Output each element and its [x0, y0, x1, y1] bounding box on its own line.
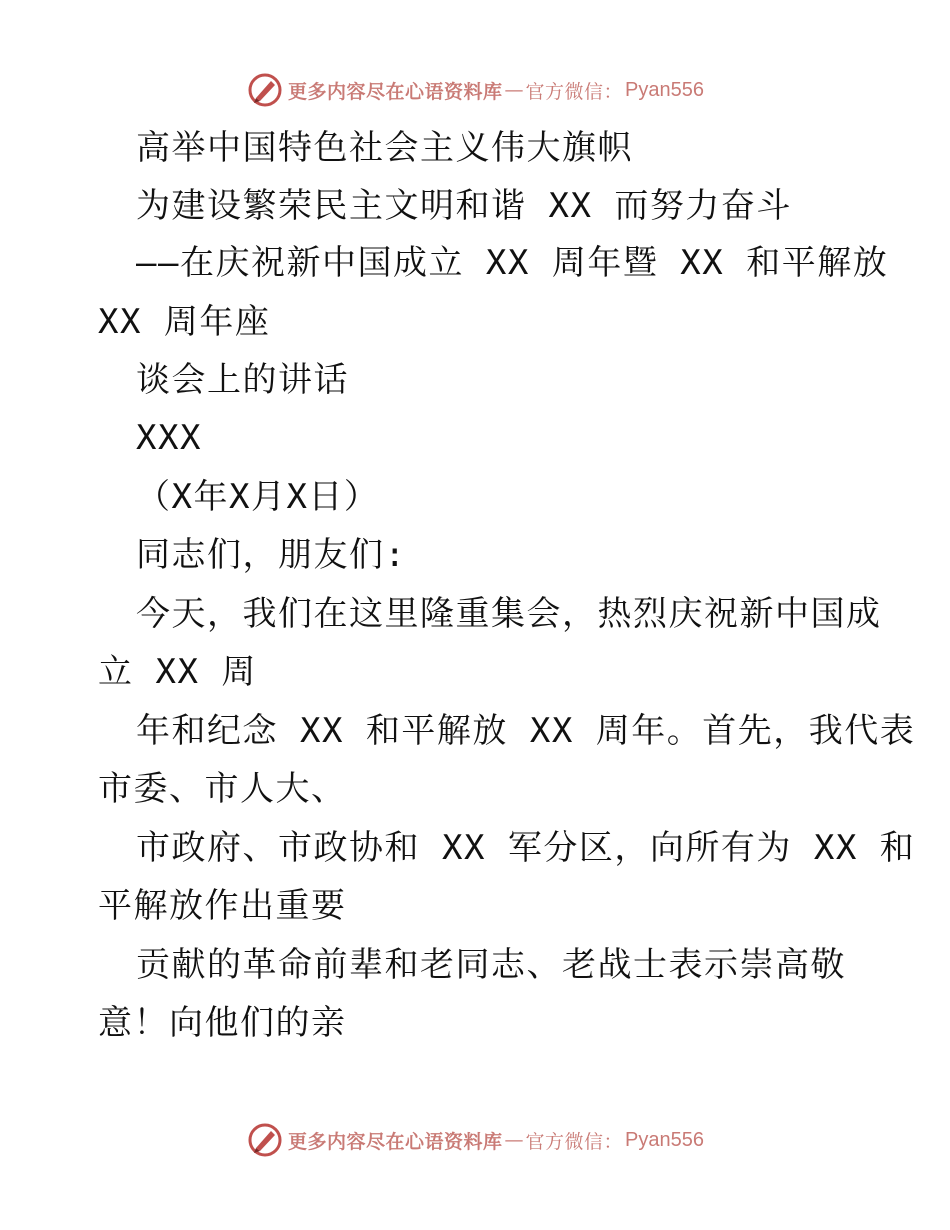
footer-watermark [0, 1118, 950, 1162]
watermark-wechat-label: 官方微信： [525, 1130, 624, 1153]
subtitle-line-2: XX 周年座 [98, 302, 271, 342]
paragraph-line: 市政府、市政协和 XX 军分区，向所有为 XX 和 [136, 828, 916, 868]
watermark-lead-text: 更多内容尽在心语资料库 [288, 1130, 503, 1153]
paragraph-line: 年和纪念 XX 和平解放 XX 周年。首先，我代表 [136, 711, 916, 751]
paragraph-line: 贡献的革命前辈和老同志、老战士表示崇高敬 [136, 945, 846, 985]
subtitle-line-3: 谈会上的讲话 [136, 360, 349, 400]
paragraph-line: 今天，我们在这里隆重集会，热烈庆祝新中国成 [136, 594, 882, 634]
watermark-wechat-id: Pyan556 [625, 78, 704, 101]
watermark-dash: — [504, 79, 524, 101]
paragraph-line: 立 XX 周 [98, 652, 257, 692]
red-pen-emblem-icon [246, 1121, 284, 1159]
speech-date: （X年X月X日） [136, 477, 380, 517]
salutation: 同志们，朋友们: [136, 535, 407, 575]
paragraph-line: 平解放作出重要 [98, 886, 347, 926]
paragraph-line: 市委、市人大、 [98, 769, 347, 809]
title-line-1: 高举中国特色社会主义伟大旗帜 [136, 128, 633, 168]
watermark-dash: — [504, 1129, 524, 1151]
watermark-lead-text: 更多内容尽在心语资料库 [288, 80, 503, 103]
watermark-wechat-id: Pyan556 [625, 1128, 704, 1151]
title-line-2: 为建设繁荣民主文明和谐 XX 而努力奋斗 [136, 186, 792, 226]
subtitle-line-1: ——在庆祝新中国成立 XX 周年暨 XX 和平解放 [136, 243, 889, 283]
speaker-name: XXX [136, 418, 202, 458]
watermark-wechat-label: 官方微信： [525, 80, 624, 103]
paragraph-line: 意！向他们的亲 [98, 1003, 347, 1043]
